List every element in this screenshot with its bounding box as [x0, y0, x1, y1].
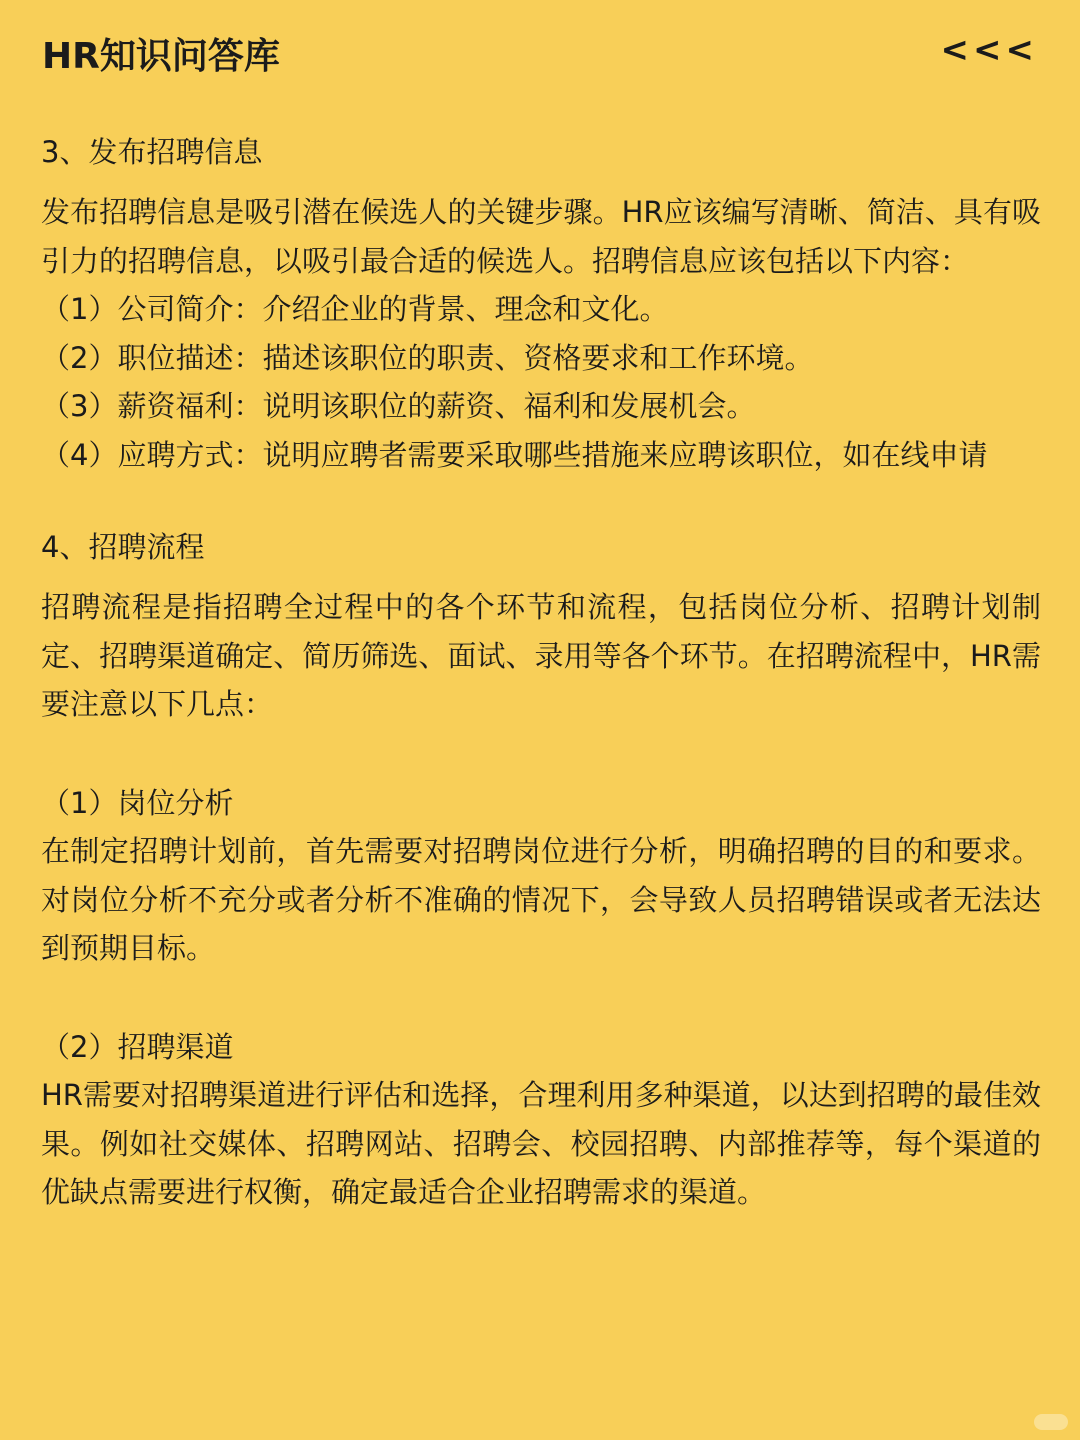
page-title: HR知识问答库: [42, 36, 280, 77]
point-2-title: （2）招聘渠道: [41, 1029, 234, 1064]
spacer: [41, 479, 1041, 521]
list-item: （2）职位描述：描述该职位的职责、资格要求和工作环境。: [41, 340, 814, 375]
spacer: [41, 729, 1041, 779]
list-item: （4）应聘方式：说明应聘者需要采取哪些措施来应聘该职位，如在线申请: [41, 437, 988, 472]
watermark-badge: [1034, 1414, 1068, 1430]
point-1-body: 在制定招聘计划前，首先需要对招聘岗位进行分析，明确招聘的目的和要求。对岗位分析不充分或者分析不准确的情况下，会导致人员招聘错误或者无法达到预期目标。: [41, 834, 1041, 965]
spacer: [41, 573, 1041, 583]
point-1-title: （1）岗位分析: [41, 785, 234, 820]
spacer: [41, 973, 1041, 1023]
list-item: （1）公司简介：介绍企业的背景、理念和文化。: [41, 292, 669, 326]
page-header: [42, 30, 1042, 86]
section-3-intro: 发布招聘信息是吸引潜在候选人的关键步骤。HR应该编写清晰、简洁、具有吸引力的招聘信息，以吸引最合适的候选人。招聘信息应该包括以下内容：: [41, 195, 1041, 278]
section-4-intro: 招聘流程是指招聘全过程中的各个环节和流程，包括岗位分析、招聘计划制定、招聘渠道确定、简历筛选、面试、录用等各个环节。在招聘流程中，HR需要注意以下几点：: [41, 590, 1041, 721]
section-4-heading: 4、招聘流程: [41, 530, 205, 564]
article-content: [41, 126, 1041, 1217]
point-2-body: HR需要对招聘渠道进行评估和选择，合理利用多种渠道，以达到招聘的最佳效果。例如社交媒体、招聘网站、招聘会、校园招聘、内部推荐等，每个渠道的优缺点需要进行权衡，确定最适合企业招聘需求的渠道。: [41, 1078, 1041, 1209]
section-3-heading: 3、发布招聘信息: [41, 135, 263, 169]
spacer: [41, 178, 1041, 188]
back-arrows-icon[interactable]: <<<: [940, 30, 1038, 70]
list-item: （3）薪资福利：说明该职位的薪资、福利和发展机会。: [41, 389, 756, 423]
